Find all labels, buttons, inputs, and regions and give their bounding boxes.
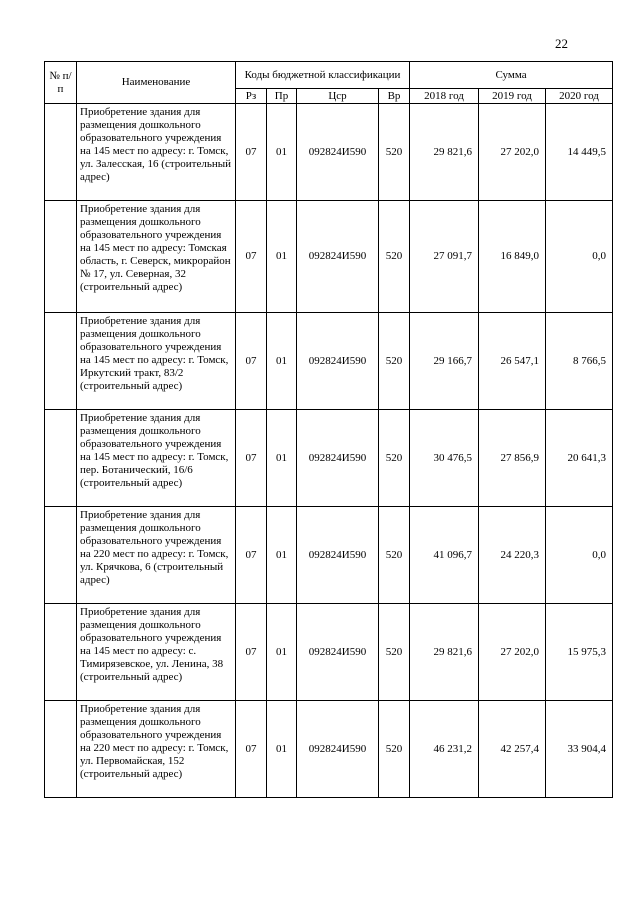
row-csr: 092824И590	[297, 313, 379, 410]
row-name: Приобретение здания для размещения дошкольного образовательного учреждения на 145 мест по адресу: с. Тимирязевское, ул. Ленина, 38 (строительный адрес)	[77, 604, 236, 701]
row-sum-2020: 0,0	[546, 201, 613, 313]
header-csr: Цср	[297, 89, 379, 104]
row-sum-2018: 29 821,6	[410, 604, 479, 701]
row-sum-2018: 46 231,2	[410, 701, 479, 798]
row-number	[45, 604, 77, 701]
row-rz: 07	[236, 701, 267, 798]
row-sum-2019: 27 202,0	[479, 104, 546, 201]
row-csr: 092824И590	[297, 201, 379, 313]
row-sum-2019: 27 202,0	[479, 604, 546, 701]
header-2018: 2018 год	[410, 89, 479, 104]
row-number	[45, 104, 77, 201]
row-rz: 07	[236, 410, 267, 507]
header-name: Наименование	[77, 62, 236, 104]
row-vr: 520	[379, 507, 410, 604]
header-vr: Вр	[379, 89, 410, 104]
row-vr: 520	[379, 201, 410, 313]
table-row	[45, 104, 613, 201]
row-rz: 07	[236, 313, 267, 410]
row-vr: 520	[379, 313, 410, 410]
row-pr: 01	[267, 604, 297, 701]
row-sum-2020: 0,0	[546, 507, 613, 604]
row-csr: 092824И590	[297, 104, 379, 201]
header-codes: Коды бюджетной классификации	[236, 62, 410, 89]
row-vr: 520	[379, 701, 410, 798]
row-number	[45, 410, 77, 507]
budget-table	[44, 61, 613, 798]
row-name: Приобретение здания для размещения дошкольного образовательного учреждения на 145 мест по адресу: г. Томск, пер. Ботанический, 16/6 (строительный адрес)	[77, 410, 236, 507]
row-sum-2018: 29 166,7	[410, 313, 479, 410]
row-number	[45, 701, 77, 798]
row-sum-2019: 26 547,1	[479, 313, 546, 410]
row-sum-2018: 27 091,7	[410, 201, 479, 313]
row-sum-2020: 15 975,3	[546, 604, 613, 701]
row-pr: 01	[267, 313, 297, 410]
table-row	[45, 201, 613, 313]
row-rz: 07	[236, 507, 267, 604]
row-number	[45, 507, 77, 604]
table-row	[45, 507, 613, 604]
table-row	[45, 604, 613, 701]
row-sum-2018: 30 476,5	[410, 410, 479, 507]
table-row	[45, 701, 613, 798]
row-name: Приобретение здания для размещения дошкольного образовательного учреждения на 145 мест по адресу: г. Томск, Иркутский тракт, 83/2 (строительный адрес)	[77, 313, 236, 410]
row-sum-2019: 27 856,9	[479, 410, 546, 507]
row-pr: 01	[267, 701, 297, 798]
row-pr: 01	[267, 507, 297, 604]
header-pr: Пр	[267, 89, 297, 104]
table-row	[45, 313, 613, 410]
row-vr: 520	[379, 604, 410, 701]
row-vr: 520	[379, 104, 410, 201]
row-rz: 07	[236, 201, 267, 313]
row-pr: 01	[267, 104, 297, 201]
row-sum-2020: 8 766,5	[546, 313, 613, 410]
header-num: № п/п	[45, 62, 77, 104]
row-csr: 092824И590	[297, 507, 379, 604]
header-2020: 2020 год	[546, 89, 613, 104]
row-pr: 01	[267, 201, 297, 313]
row-sum-2019: 42 257,4	[479, 701, 546, 798]
row-sum-2020: 20 641,3	[546, 410, 613, 507]
row-rz: 07	[236, 104, 267, 201]
row-sum-2018: 41 096,7	[410, 507, 479, 604]
row-number	[45, 201, 77, 313]
row-name: Приобретение здания для размещения дошкольного образовательного учреждения на 220 мест по адресу: г. Томск, ул. Первомайская, 152 (строительный адрес)	[77, 701, 236, 798]
header-2019: 2019 год	[479, 89, 546, 104]
row-rz: 07	[236, 604, 267, 701]
row-name: Приобретение здания для размещения дошкольного образовательного учреждения на 145 мест по адресу: Томская область, г. Северск, микрорайон № 17, ул. Северная, 32 (строительный адрес)	[77, 201, 236, 313]
page-number: 22	[555, 36, 568, 51]
row-vr: 520	[379, 410, 410, 507]
header-rz: Рз	[236, 89, 267, 104]
row-name: Приобретение здания для размещения дошкольного образовательного учреждения на 220 мест по адресу: г. Томск, ул. Крячкова, 6 (строительный адрес)	[77, 507, 236, 604]
row-sum-2020: 33 904,4	[546, 701, 613, 798]
row-number	[45, 313, 77, 410]
header-sum: Сумма	[410, 62, 613, 89]
row-name: Приобретение здания для размещения дошкольного образовательного учреждения на 145 мест по адресу: г. Томск, ул. Залесская, 16 (строительный адрес)	[77, 104, 236, 201]
row-csr: 092824И590	[297, 701, 379, 798]
row-csr: 092824И590	[297, 604, 379, 701]
row-sum-2019: 24 220,3	[479, 507, 546, 604]
row-sum-2020: 14 449,5	[546, 104, 613, 201]
row-csr: 092824И590	[297, 410, 379, 507]
row-pr: 01	[267, 410, 297, 507]
table-row	[45, 410, 613, 507]
row-sum-2019: 16 849,0	[479, 201, 546, 313]
row-sum-2018: 29 821,6	[410, 104, 479, 201]
